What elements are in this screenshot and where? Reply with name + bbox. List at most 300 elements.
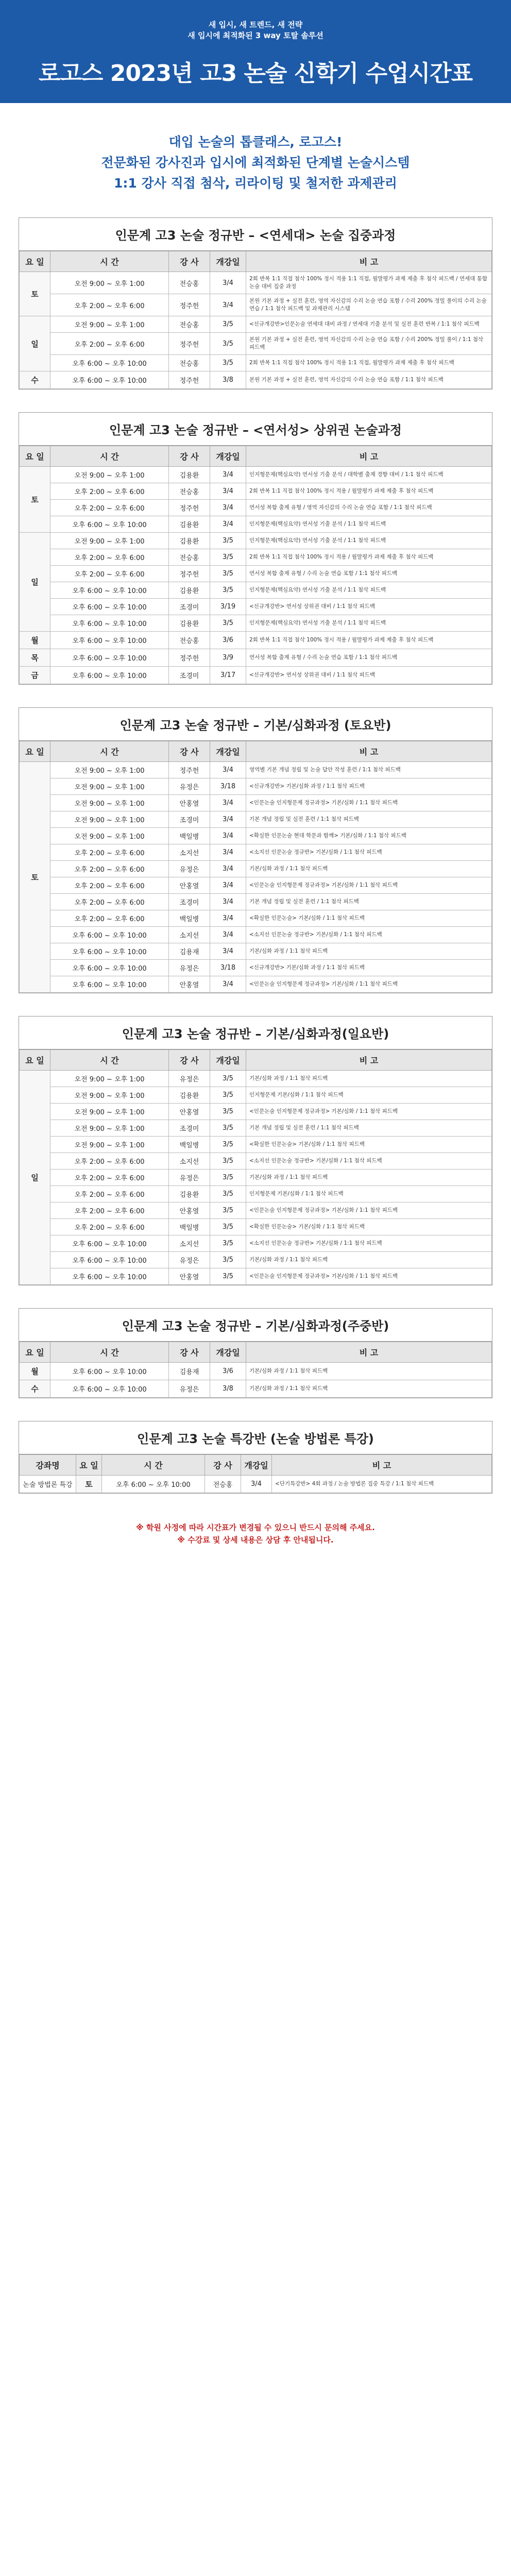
teacher-cell: 조경미 bbox=[169, 894, 210, 910]
open-date-cell: 3/18 bbox=[210, 960, 246, 976]
column-header: 시 간 bbox=[50, 251, 169, 272]
note-cell: <신규개강반> 기본/심화 과정 / 1:1 첨삭 피드백 bbox=[246, 960, 492, 976]
note-cell: <인문논술 인지형문제 정규과정> 기본/심화 / 1:1 첨삭 피드백 bbox=[246, 976, 492, 993]
footer bbox=[0, 1516, 511, 1567]
teacher-cell: 정주헌 bbox=[169, 371, 210, 389]
teacher-cell: 유정은 bbox=[169, 1071, 210, 1087]
teacher-cell: 백일병 bbox=[169, 1219, 210, 1235]
teacher-cell: 안홍열 bbox=[169, 1268, 210, 1285]
table-row bbox=[20, 667, 492, 684]
column-header: 요 일 bbox=[20, 1050, 50, 1071]
table-row bbox=[20, 1202, 492, 1219]
day-cell: 월 bbox=[20, 632, 50, 649]
note-cell: <인문논술 인지형문제 정규과정> 기본/심화 / 1:1 첨삭 피드백 bbox=[246, 795, 492, 811]
note-cell: <소지선 인문논술 정규반> 기본/심화 / 1:1 첨삭 피드백 bbox=[246, 844, 492, 861]
section-title: 인문계 고3 논술 특강반 (논술 방법론 특강) bbox=[19, 1421, 492, 1454]
table-row bbox=[20, 632, 492, 649]
time-cell: 오후 2:00 ~ 오후 6:00 bbox=[50, 566, 169, 582]
column-header: 요 일 bbox=[20, 446, 50, 467]
time-cell: 오전 9:00 ~ 오후 1:00 bbox=[50, 795, 169, 811]
teacher-cell: 정주헌 bbox=[169, 500, 210, 516]
open-date-cell: 3/5 bbox=[210, 1137, 246, 1153]
schedule-table bbox=[19, 1342, 492, 1398]
column-header: 강 사 bbox=[169, 1050, 210, 1071]
open-date-cell: 3/4 bbox=[210, 976, 246, 993]
note-cell: 기본/심화 과정 / 1:1 첨삭 피드백 bbox=[246, 1363, 492, 1380]
open-date-cell: 3/4 bbox=[210, 844, 246, 861]
time-cell: 오전 9:00 ~ 오후 1:00 bbox=[50, 1071, 169, 1087]
intro-line: 대입 논술의 톱클래스, 로고스! bbox=[168, 134, 343, 149]
table-row bbox=[20, 1380, 492, 1398]
teacher-cell: 유정은 bbox=[169, 1380, 210, 1398]
teacher-cell: 김용환 bbox=[169, 582, 210, 599]
note-cell: 2회 반복 1:1 직접 첨삭 100% 정시 적용 / 월말평가 과제 제출 후 첨삭 피드백 bbox=[246, 632, 492, 649]
time-cell: 오전 9:00 ~ 오후 1:00 bbox=[50, 778, 169, 795]
table-head bbox=[20, 741, 492, 762]
table-row bbox=[20, 1268, 492, 1285]
note-cell: <확실한 인문논술 현대 학문과 함께> 기본/심화 / 1:1 첨삭 피드백 bbox=[246, 828, 492, 844]
column-header: 개강일 bbox=[241, 1455, 272, 1476]
table-row bbox=[20, 1363, 492, 1380]
teacher-cell: 유정은 bbox=[169, 861, 210, 877]
open-date-cell: 3/5 bbox=[210, 549, 246, 566]
teacher-cell: 소지선 bbox=[169, 1235, 210, 1252]
open-date-cell: 3/9 bbox=[210, 649, 246, 667]
open-date-cell: 3/4 bbox=[210, 927, 246, 943]
time-cell: 오후 6:00 ~ 오후 10:00 bbox=[50, 927, 169, 943]
open-date-cell: 3/5 bbox=[210, 1120, 246, 1137]
teacher-cell: 김용재 bbox=[169, 943, 210, 960]
section-title: 인문계 고3 논술 정규반 – 기본/심화과정(주중반) bbox=[19, 1309, 492, 1342]
column-header: 비 고 bbox=[246, 446, 492, 467]
column-header: 강 사 bbox=[169, 251, 210, 272]
time-cell: 오후 2:00 ~ 오후 6:00 bbox=[50, 1170, 169, 1186]
table-row bbox=[20, 795, 492, 811]
teacher-cell: 김용환 bbox=[169, 467, 210, 483]
note-cell: 기본/심화 과정 / 1:1 첨삭 피드백 bbox=[246, 1170, 492, 1186]
intro-line: 1:1 강사 직접 첨삭, 리라이팅 및 철저한 과제관리 bbox=[114, 176, 397, 191]
teacher-cell: 소지선 bbox=[169, 927, 210, 943]
table-header-row bbox=[20, 1455, 492, 1476]
open-date-cell: 3/4 bbox=[210, 811, 246, 828]
page-title: 로고스 2023년 고3 논술 신학기 수업시간표 bbox=[38, 60, 473, 87]
table-body bbox=[20, 1071, 492, 1285]
note-cell: 기본/심화 과정 / 1:1 첨삭 피드백 bbox=[246, 1071, 492, 1087]
teacher-cell: 소지선 bbox=[169, 844, 210, 861]
time-cell: 오후 2:00 ~ 오후 6:00 bbox=[50, 877, 169, 894]
teacher-cell: 조경미 bbox=[169, 811, 210, 828]
open-date-cell: 3/4 bbox=[210, 516, 246, 533]
note-cell: 2회 반복 1:1 직접 첨삭 100% 정시 적용 1:1 직접, 월말평가 과제 제출 후 첨삭 피드백 bbox=[246, 355, 492, 371]
time-cell: 오전 9:00 ~ 오후 1:00 bbox=[50, 1087, 169, 1104]
hero-tagline-1: 새 입시, 새 트렌드, 새 전략 bbox=[208, 20, 303, 29]
note-cell: 연서성 복합 출제 유형 / 수리 논술 연습 포함 / 1:1 첨삭 피드백 bbox=[246, 649, 492, 667]
table-head bbox=[20, 251, 492, 272]
teacher-cell: 안홍열 bbox=[169, 976, 210, 993]
open-date-cell: 3/5 bbox=[210, 566, 246, 582]
note-cell: <인문논술 인지형문제 정규과정> 기본/심화 / 1:1 첨삭 피드백 bbox=[246, 1202, 492, 1219]
column-header: 요 일 bbox=[76, 1455, 102, 1476]
open-date-cell: 3/5 bbox=[210, 615, 246, 632]
table-body bbox=[20, 762, 492, 993]
open-date-cell: 3/5 bbox=[210, 1252, 246, 1268]
table-row bbox=[20, 1120, 492, 1137]
teacher-cell: 백일병 bbox=[169, 1137, 210, 1153]
teacher-cell: 정주헌 bbox=[169, 566, 210, 582]
note-cell: <인문논술 인지형문제 정규과정> 기본/심화 / 1:1 첨삭 피드백 bbox=[246, 1268, 492, 1285]
teacher-cell: 정주헌 bbox=[169, 294, 210, 316]
time-cell: 오후 2:00 ~ 오후 6:00 bbox=[50, 1202, 169, 1219]
table-header-row bbox=[20, 741, 492, 762]
note-cell: <소지선 인문논술 정규반> 기본/심화 / 1:1 첨삭 피드백 bbox=[246, 927, 492, 943]
special-table bbox=[19, 1454, 492, 1493]
table-header-row bbox=[20, 1050, 492, 1071]
note-cell: <신규개강반>인문논술 연세대 대비 과정 / 연세대 기출 분석 및 실전 훈련 반복 / 1:1 첨삭 피드백 bbox=[246, 316, 492, 333]
table-row bbox=[20, 533, 492, 549]
time-cell: 오후 6:00 ~ 오후 10:00 bbox=[50, 943, 169, 960]
note-cell: 인지형문제(핵심요약) 연서성 기출 분석 / 대학별 출제 경향 대비 / 1:1 첨삭 피드백 bbox=[246, 467, 492, 483]
open-date-cell: 3/4 bbox=[210, 467, 246, 483]
table-row bbox=[20, 811, 492, 828]
table-body bbox=[20, 1363, 492, 1398]
time-cell: 오후 6:00 ~ 오후 10:00 bbox=[50, 649, 169, 667]
teacher-cell: 김용환 bbox=[169, 1087, 210, 1104]
special-section bbox=[19, 1421, 492, 1494]
teacher-cell: 전승홍 bbox=[169, 483, 210, 500]
table-row bbox=[20, 549, 492, 566]
table-row bbox=[20, 927, 492, 943]
day-cell: 목 bbox=[20, 649, 50, 667]
note-cell: 본원 기본 과정 + 실전 훈련, 영역 자신감의 수리 논술 연습 포함 / 1:1 첨삭 피드백 bbox=[246, 371, 492, 389]
open-date-cell: 3/6 bbox=[210, 1363, 246, 1380]
open-date-cell: 3/4 bbox=[210, 500, 246, 516]
table-row bbox=[20, 976, 492, 993]
table-row bbox=[20, 1252, 492, 1268]
teacher-cell: 김용환 bbox=[169, 1186, 210, 1202]
column-header: 시 간 bbox=[50, 741, 169, 762]
time-cell: 오후 2:00 ~ 오후 6:00 bbox=[50, 1153, 169, 1170]
open-date-cell: 3/6 bbox=[210, 632, 246, 649]
column-header: 요 일 bbox=[20, 741, 50, 762]
time-cell: 오전 9:00 ~ 오후 1:00 bbox=[50, 533, 169, 549]
column-header: 요 일 bbox=[20, 1342, 50, 1363]
open-date-cell: 3/4 bbox=[210, 795, 246, 811]
time-cell: 오후 6:00 ~ 오후 10:00 bbox=[50, 599, 169, 615]
teacher-cell: 전승홍 bbox=[205, 1476, 241, 1493]
open-date-cell: 3/18 bbox=[210, 778, 246, 795]
note-cell: 기본 개념 정립 및 실전 훈련 / 1:1 첨삭 피드백 bbox=[246, 811, 492, 828]
lecture-cell: 논술 방법론 특강 bbox=[20, 1476, 76, 1493]
column-header: 개강일 bbox=[210, 1050, 246, 1071]
schedule-table bbox=[19, 741, 492, 993]
time-cell: 오후 6:00 ~ 오후 10:00 bbox=[50, 1252, 169, 1268]
table-row bbox=[20, 467, 492, 483]
note-cell: 기본/심화 과정 / 1:1 첨삭 피드백 bbox=[246, 1380, 492, 1398]
note-cell: 연서성 복합 출제 유형 / 영역 자신감의 수리 논술 연습 포함 / 1:1 첨삭 피드백 bbox=[246, 500, 492, 516]
note-cell: <단기특강반> 4회 과정 / 논술 방법론 집중 특강 / 1:1 첨삭 피드백 bbox=[272, 1476, 492, 1493]
time-cell: 오후 2:00 ~ 오후 6:00 bbox=[50, 861, 169, 877]
table-row bbox=[20, 500, 492, 516]
intro-line: 전문화된 강사진과 입시에 최적화된 단계별 논술시스템 bbox=[101, 155, 410, 170]
time-cell: 오후 2:00 ~ 오후 6:00 bbox=[50, 910, 169, 927]
column-header: 강 사 bbox=[169, 1342, 210, 1363]
day-cell: 수 bbox=[20, 371, 50, 389]
note-cell: 기본/심화 과정 / 1:1 첨삭 피드백 bbox=[246, 861, 492, 877]
day-cell: 토 bbox=[76, 1476, 102, 1493]
table-row bbox=[20, 778, 492, 795]
time-cell: 오후 2:00 ~ 오후 6:00 bbox=[50, 844, 169, 861]
column-header: 시 간 bbox=[102, 1455, 205, 1476]
open-date-cell: 3/5 bbox=[210, 1268, 246, 1285]
day-cell: 일 bbox=[20, 533, 50, 632]
day-cell: 금 bbox=[20, 667, 50, 684]
note-cell: 인지형문제(핵심요약) 연서성 기출 분석 / 1:1 첨삭 피드백 bbox=[246, 615, 492, 632]
table-row bbox=[20, 1186, 492, 1202]
note-cell: <신규개강반> 연서성 상위권 대비 / 1:1 첨삭 피드백 bbox=[246, 667, 492, 684]
time-cell: 오후 2:00 ~ 오후 6:00 bbox=[50, 894, 169, 910]
table-head bbox=[20, 1050, 492, 1071]
time-cell: 오후 2:00 ~ 오후 6:00 bbox=[50, 294, 169, 316]
table-row bbox=[20, 1476, 492, 1493]
time-cell: 오후 6:00 ~ 오후 10:00 bbox=[50, 1363, 169, 1380]
note-cell: 인지형문제(핵심요약) 연서성 기출 분석 / 1:1 첨삭 피드백 bbox=[246, 516, 492, 533]
open-date-cell: 3/5 bbox=[210, 1071, 246, 1087]
footer-note: ※ 수강료 및 상세 내용은 상담 후 안내됩니다. bbox=[177, 1535, 334, 1545]
note-cell: <인문논술 인지형문제 정규과정> 기본/심화 / 1:1 첨삭 피드백 bbox=[246, 1104, 492, 1120]
time-cell: 오전 9:00 ~ 오후 1:00 bbox=[50, 1104, 169, 1120]
table-row bbox=[20, 483, 492, 500]
open-date-cell: 3/5 bbox=[210, 1235, 246, 1252]
note-cell: 영역별 기본 개념 정립 및 논술 답안 작성 훈련 / 1:1 첨삭 피드백 bbox=[246, 762, 492, 778]
open-date-cell: 3/5 bbox=[210, 1202, 246, 1219]
schedule-table bbox=[19, 1049, 492, 1285]
schedule-section bbox=[19, 412, 492, 685]
open-date-cell: 3/5 bbox=[210, 1170, 246, 1186]
table-header-row bbox=[20, 446, 492, 467]
schedule-section bbox=[19, 707, 492, 993]
time-cell: 오후 2:00 ~ 오후 6:00 bbox=[50, 549, 169, 566]
column-header: 개강일 bbox=[210, 251, 246, 272]
table-row bbox=[20, 828, 492, 844]
table-row bbox=[20, 333, 492, 355]
table-row bbox=[20, 516, 492, 533]
time-cell: 오후 6:00 ~ 오후 10:00 bbox=[50, 632, 169, 649]
teacher-cell: 정주헌 bbox=[169, 333, 210, 355]
open-date-cell: 3/5 bbox=[210, 316, 246, 333]
note-cell: 2회 반복 1:1 직접 첨삭 100% 정시 적용 1:1 직접, 월말평가 과제 제출 후 첨삭 피드백 / 연세대 통합 논술 대비 집중 과정 bbox=[246, 272, 492, 294]
column-header: 강 사 bbox=[205, 1455, 241, 1476]
column-header: 요 일 bbox=[20, 251, 50, 272]
table-header-row bbox=[20, 1342, 492, 1363]
column-header: 시 간 bbox=[50, 1050, 169, 1071]
table-row bbox=[20, 272, 492, 294]
table-body bbox=[20, 272, 492, 389]
time-cell: 오전 9:00 ~ 오후 1:00 bbox=[50, 1120, 169, 1137]
note-cell: 기본/심화 과정 / 1:1 첨삭 피드백 bbox=[246, 943, 492, 960]
time-cell: 오전 9:00 ~ 오후 1:00 bbox=[50, 762, 169, 778]
note-cell: 2회 반복 1:1 직접 첨삭 100% 정시 적용 / 월말평가 과제 제출 후 첨삭 피드백 bbox=[246, 483, 492, 500]
column-header: 비 고 bbox=[246, 741, 492, 762]
open-date-cell: 3/5 bbox=[210, 1186, 246, 1202]
day-cell: 토 bbox=[20, 762, 50, 993]
open-date-cell: 3/4 bbox=[210, 910, 246, 927]
open-date-cell: 3/5 bbox=[210, 533, 246, 549]
column-header: 강 사 bbox=[169, 741, 210, 762]
open-date-cell: 3/4 bbox=[210, 877, 246, 894]
special-table-body bbox=[20, 1476, 492, 1493]
time-cell: 오후 6:00 ~ 오후 10:00 bbox=[50, 516, 169, 533]
time-cell: 오전 9:00 ~ 오후 1:00 bbox=[50, 272, 169, 294]
table-head bbox=[20, 446, 492, 467]
note-cell: 2회 반복 1:1 직접 첨삭 100% 정시 적용 / 월말평가 과제 제출 후 첨삭 피드백 bbox=[246, 549, 492, 566]
column-header: 비 고 bbox=[272, 1455, 492, 1476]
table-row bbox=[20, 1235, 492, 1252]
open-date-cell: 3/4 bbox=[241, 1476, 272, 1493]
section-title: 인문계 고3 논술 정규반 – 기본/심화과정(일요반) bbox=[19, 1016, 492, 1049]
schedule-table bbox=[19, 251, 492, 389]
teacher-cell: 전승홍 bbox=[169, 632, 210, 649]
teacher-cell: 안홍열 bbox=[169, 795, 210, 811]
open-date-cell: 3/5 bbox=[210, 1087, 246, 1104]
teacher-cell: 전승홍 bbox=[169, 316, 210, 333]
time-cell: 오후 6:00 ~ 오후 10:00 bbox=[50, 582, 169, 599]
column-header: 개강일 bbox=[210, 446, 246, 467]
schedule-table bbox=[19, 446, 492, 684]
teacher-cell: 김용환 bbox=[169, 516, 210, 533]
hero-banner bbox=[0, 0, 511, 103]
teacher-cell: 조경미 bbox=[169, 667, 210, 684]
footer-note: ※ 학원 사정에 따라 시간표가 변경될 수 있으니 반드시 문의해 주세요. bbox=[136, 1523, 375, 1532]
teacher-cell: 정주헌 bbox=[169, 762, 210, 778]
table-row bbox=[20, 566, 492, 582]
time-cell: 오후 6:00 ~ 오후 10:00 bbox=[102, 1476, 205, 1493]
time-cell: 오후 6:00 ~ 오후 10:00 bbox=[50, 1268, 169, 1285]
time-cell: 오후 2:00 ~ 오후 6:00 bbox=[50, 333, 169, 355]
teacher-cell: 유정은 bbox=[169, 1252, 210, 1268]
teacher-cell: 소지선 bbox=[169, 1153, 210, 1170]
teacher-cell: 유정은 bbox=[169, 778, 210, 795]
section-title: 인문계 고3 논술 정규반 – <연서성> 상위권 논술과정 bbox=[19, 413, 492, 446]
table-row bbox=[20, 355, 492, 371]
note-cell: 기본 개념 정립 및 실전 훈련 / 1:1 첨삭 피드백 bbox=[246, 1120, 492, 1137]
teacher-cell: 전승홍 bbox=[169, 272, 210, 294]
teacher-cell: 정주헌 bbox=[169, 649, 210, 667]
note-cell: 인지형문제(핵심요약) 연서성 기출 분석 / 1:1 첨삭 피드백 bbox=[246, 582, 492, 599]
time-cell: 오후 6:00 ~ 오후 10:00 bbox=[50, 960, 169, 976]
table-row bbox=[20, 599, 492, 615]
open-date-cell: 3/5 bbox=[210, 1104, 246, 1120]
column-header: 시 간 bbox=[50, 446, 169, 467]
note-cell: <신규개강반> 기본/심화 과정 / 1:1 첨삭 피드백 bbox=[246, 778, 492, 795]
open-date-cell: 3/5 bbox=[210, 1219, 246, 1235]
day-cell: 일 bbox=[20, 316, 50, 371]
open-date-cell: 3/5 bbox=[210, 1153, 246, 1170]
intro bbox=[0, 103, 511, 217]
open-date-cell: 3/4 bbox=[210, 943, 246, 960]
table-row bbox=[20, 582, 492, 599]
column-header: 개강일 bbox=[210, 1342, 246, 1363]
column-header: 강좌명 bbox=[20, 1455, 76, 1476]
table-row bbox=[20, 1153, 492, 1170]
table-row bbox=[20, 943, 492, 960]
teacher-cell: 조경미 bbox=[169, 1120, 210, 1137]
teacher-cell: 안홍열 bbox=[169, 1202, 210, 1219]
section-title: 인문계 고3 논술 정규반 – 기본/심화과정 (토요반) bbox=[19, 708, 492, 741]
open-date-cell: 3/4 bbox=[210, 762, 246, 778]
time-cell: 오전 9:00 ~ 오후 1:00 bbox=[50, 316, 169, 333]
day-cell: 일 bbox=[20, 1071, 50, 1285]
time-cell: 오전 9:00 ~ 오후 1:00 bbox=[50, 828, 169, 844]
table-row bbox=[20, 910, 492, 927]
time-cell: 오후 6:00 ~ 오후 10:00 bbox=[50, 1380, 169, 1398]
table-row bbox=[20, 371, 492, 389]
open-date-cell: 3/5 bbox=[210, 333, 246, 355]
table-row bbox=[20, 894, 492, 910]
teacher-cell: 전승홍 bbox=[169, 355, 210, 371]
time-cell: 오전 9:00 ~ 오후 1:00 bbox=[50, 811, 169, 828]
time-cell: 오후 6:00 ~ 오후 10:00 bbox=[50, 615, 169, 632]
teacher-cell: 안홍열 bbox=[169, 877, 210, 894]
open-date-cell: 3/4 bbox=[210, 828, 246, 844]
teacher-cell: 안홍열 bbox=[169, 1104, 210, 1120]
teacher-cell: 백일병 bbox=[169, 828, 210, 844]
note-cell: 연서성 복합 출제 유형 / 수리 논술 연습 포함 / 1:1 첨삭 피드백 bbox=[246, 566, 492, 582]
note-cell: 본원 기본 과정 + 실전 훈련, 영역 자신감의 수리 논술 연습 포함 / 수리 200% 정밀 풀이의 수리 논술 연습 / 1:1 첨삭 피드백 및 과제관리 시스템 bbox=[246, 294, 492, 316]
open-date-cell: 3/8 bbox=[210, 1380, 246, 1398]
time-cell: 오전 9:00 ~ 오후 1:00 bbox=[50, 1137, 169, 1153]
table-head bbox=[20, 1342, 492, 1363]
schedule-section bbox=[19, 1016, 492, 1285]
day-cell: 월 bbox=[20, 1363, 50, 1380]
note-cell: <소지선 인문논술 정규반> 기본/심화 / 1:1 첨삭 피드백 bbox=[246, 1235, 492, 1252]
time-cell: 오후 6:00 ~ 오후 10:00 bbox=[50, 371, 169, 389]
schedule-sections bbox=[0, 217, 511, 1398]
table-row bbox=[20, 960, 492, 976]
day-cell: 토 bbox=[20, 467, 50, 533]
teacher-cell: 김용재 bbox=[169, 1363, 210, 1380]
table-row bbox=[20, 615, 492, 632]
note-cell: <확실한 인문논술> 기본/심화 / 1:1 첨삭 피드백 bbox=[246, 910, 492, 927]
teacher-cell: 백일병 bbox=[169, 910, 210, 927]
column-header: 개강일 bbox=[210, 741, 246, 762]
table-row bbox=[20, 861, 492, 877]
table-row bbox=[20, 844, 492, 861]
time-cell: 오후 2:00 ~ 오후 6:00 bbox=[50, 1219, 169, 1235]
teacher-cell: 전승홍 bbox=[169, 549, 210, 566]
table-row bbox=[20, 294, 492, 316]
time-cell: 오전 9:00 ~ 오후 1:00 bbox=[50, 467, 169, 483]
column-header: 비 고 bbox=[246, 251, 492, 272]
open-date-cell: 3/4 bbox=[210, 272, 246, 294]
day-cell: 수 bbox=[20, 1380, 50, 1398]
time-cell: 오후 2:00 ~ 오후 6:00 bbox=[50, 483, 169, 500]
table-row bbox=[20, 316, 492, 333]
schedule-section bbox=[19, 1308, 492, 1398]
open-date-cell: 3/5 bbox=[210, 582, 246, 599]
note-cell: 인지형문제 기본/심화 / 1:1 첨삭 피드백 bbox=[246, 1087, 492, 1104]
note-cell: <소지선 인문논술 정규반> 기본/심화 / 1:1 첨삭 피드백 bbox=[246, 1153, 492, 1170]
table-body bbox=[20, 467, 492, 684]
time-cell: 오후 6:00 ~ 오후 10:00 bbox=[50, 355, 169, 371]
time-cell: 오후 2:00 ~ 오후 6:00 bbox=[50, 1186, 169, 1202]
note-cell: 본원 기본 과정 + 실전 훈련, 영역 자신감의 수리 논술 연습 포함 / 수리 200% 정밀 풀이 / 1:1 첨삭 피드백 bbox=[246, 333, 492, 355]
note-cell: 인지형문제 기본/심화 / 1:1 첨삭 피드백 bbox=[246, 1186, 492, 1202]
time-cell: 오후 6:00 ~ 오후 10:00 bbox=[50, 1235, 169, 1252]
note-cell: <확실한 인문논술> 기본/심화 / 1:1 첨삭 피드백 bbox=[246, 1137, 492, 1153]
note-cell: 기본 개념 정립 및 실전 훈련 / 1:1 첨삭 피드백 bbox=[246, 894, 492, 910]
open-date-cell: 3/5 bbox=[210, 355, 246, 371]
column-header: 비 고 bbox=[246, 1342, 492, 1363]
